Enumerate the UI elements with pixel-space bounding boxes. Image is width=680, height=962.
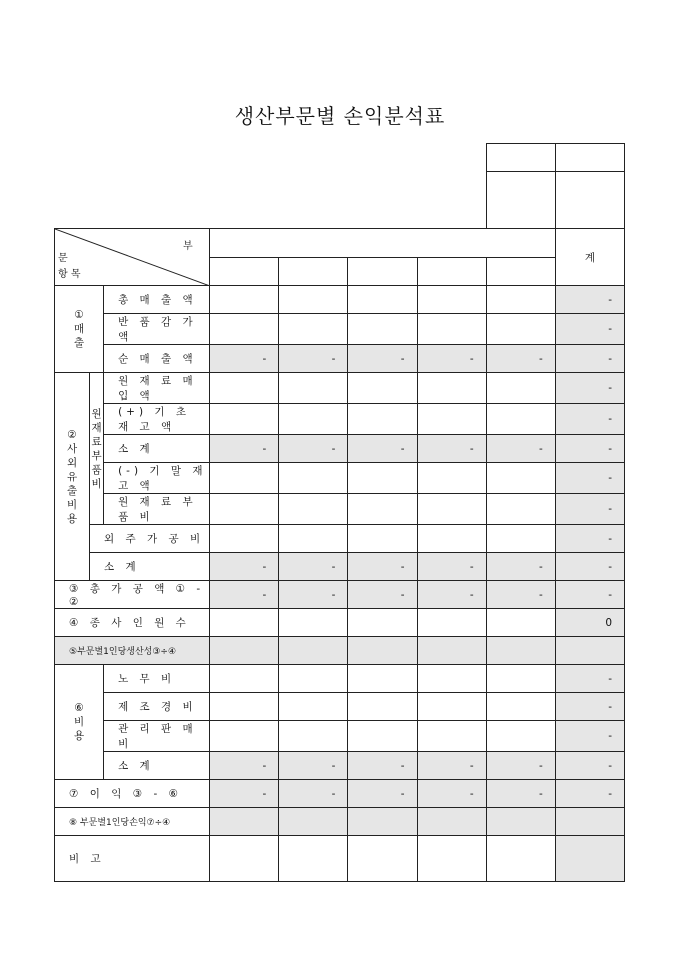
- value-cell[interactable]: [279, 721, 348, 752]
- value-cell[interactable]: [417, 693, 486, 721]
- value-cell[interactable]: [486, 404, 555, 435]
- dept-column-header[interactable]: [279, 258, 348, 286]
- value-cell[interactable]: -: [279, 752, 348, 780]
- approval-box: [486, 143, 625, 229]
- total-header: 계: [555, 229, 624, 286]
- value-cell[interactable]: [279, 808, 348, 836]
- row-label: 노 무 비: [104, 665, 210, 693]
- value-cell[interactable]: -: [486, 752, 555, 780]
- item-label-top: 문: [58, 253, 68, 264]
- value-cell[interactable]: [486, 314, 555, 345]
- value-cell[interactable]: -: [486, 780, 555, 808]
- value-cell[interactable]: [486, 525, 555, 553]
- value-cell[interactable]: [417, 665, 486, 693]
- value-cell[interactable]: [348, 463, 417, 494]
- value-cell[interactable]: [348, 609, 417, 637]
- value-cell[interactable]: [417, 286, 486, 314]
- value-cell[interactable]: -: [486, 581, 555, 609]
- value-cell[interactable]: -: [210, 752, 279, 780]
- value-cell[interactable]: [279, 637, 348, 665]
- value-cell[interactable]: [279, 836, 348, 882]
- value-cell[interactable]: -: [486, 435, 555, 463]
- value-cell[interactable]: -: [279, 345, 348, 373]
- row-label: 제 조 경 비: [104, 693, 210, 721]
- row-label: (+) 기 초 재 고 액: [104, 404, 210, 435]
- value-cell[interactable]: -: [348, 780, 417, 808]
- row-label: ④ 종 사 인 원 수: [55, 609, 210, 637]
- row-label: ③ 총 가 공 액 ① - ②: [55, 581, 210, 609]
- value-cell[interactable]: [210, 693, 279, 721]
- value-cell[interactable]: -: [279, 553, 348, 581]
- value-cell[interactable]: [348, 286, 417, 314]
- value-cell[interactable]: [279, 609, 348, 637]
- value-cell[interactable]: -: [348, 553, 417, 581]
- value-cell[interactable]: [348, 494, 417, 525]
- value-cell[interactable]: [486, 373, 555, 404]
- value-cell[interactable]: -: [348, 435, 417, 463]
- dept-header-span: [210, 229, 556, 258]
- value-cell[interactable]: [210, 721, 279, 752]
- row-label: ⑧ 부문별1인당손익⑦÷④: [55, 808, 210, 836]
- total-cell[interactable]: -: [555, 525, 624, 553]
- value-cell[interactable]: [348, 808, 417, 836]
- value-cell[interactable]: -: [486, 553, 555, 581]
- value-cell[interactable]: -: [417, 581, 486, 609]
- dept-label: 부: [183, 241, 193, 252]
- value-cell[interactable]: [486, 637, 555, 665]
- value-cell[interactable]: [417, 494, 486, 525]
- value-cell[interactable]: [348, 665, 417, 693]
- value-cell[interactable]: [210, 808, 279, 836]
- value-cell[interactable]: [279, 494, 348, 525]
- group-sales: ① 매 출: [55, 286, 104, 373]
- value-cell[interactable]: [279, 693, 348, 721]
- approval-sign-cell[interactable]: [487, 172, 556, 229]
- group-costs: ⑥ 비 용: [55, 665, 104, 780]
- total-cell[interactable]: -: [555, 463, 624, 494]
- value-cell[interactable]: [279, 373, 348, 404]
- value-cell[interactable]: -: [210, 553, 279, 581]
- value-cell[interactable]: [210, 373, 279, 404]
- value-cell[interactable]: [279, 286, 348, 314]
- value-cell[interactable]: [279, 665, 348, 693]
- total-cell[interactable]: -: [555, 404, 624, 435]
- total-cell[interactable]: -: [555, 345, 624, 373]
- table-row: [55, 721, 625, 752]
- dept-column-header[interactable]: [486, 258, 555, 286]
- row-label: 원 재 료 부 품 비: [104, 494, 210, 525]
- table-row: [55, 752, 625, 780]
- value-cell[interactable]: -: [279, 435, 348, 463]
- value-cell[interactable]: -: [417, 435, 486, 463]
- table-row: [55, 286, 625, 314]
- value-cell[interactable]: [486, 665, 555, 693]
- total-cell[interactable]: -: [555, 494, 624, 525]
- value-cell[interactable]: [210, 609, 279, 637]
- value-cell[interactable]: -: [279, 780, 348, 808]
- value-cell[interactable]: -: [210, 780, 279, 808]
- table-row: [55, 808, 625, 836]
- total-cell[interactable]: -: [555, 286, 624, 314]
- total-cell[interactable]: -: [555, 693, 624, 721]
- value-cell[interactable]: [210, 404, 279, 435]
- value-cell[interactable]: [486, 286, 555, 314]
- table-row: [55, 693, 625, 721]
- value-cell[interactable]: [348, 373, 417, 404]
- page-title: 생산부문별 손익분석표: [234, 104, 446, 128]
- value-cell[interactable]: -: [210, 345, 279, 373]
- total-cell[interactable]: -: [555, 581, 624, 609]
- approval-header-cell[interactable]: [556, 144, 625, 172]
- table-row: [55, 525, 625, 553]
- total-cell[interactable]: -: [555, 780, 624, 808]
- table-row: [55, 494, 625, 525]
- value-cell[interactable]: [210, 494, 279, 525]
- total-cell[interactable]: 0: [555, 609, 624, 637]
- total-cell[interactable]: -: [555, 373, 624, 404]
- table-row: [55, 345, 625, 373]
- row-label: 원 재 료 매 입 액: [104, 373, 210, 404]
- row-label: 총 매 출 액: [104, 286, 210, 314]
- dept-column-header[interactable]: [348, 258, 417, 286]
- value-cell[interactable]: -: [417, 752, 486, 780]
- value-cell[interactable]: [417, 373, 486, 404]
- row-label: ⑤부문별1인당생산성③÷④: [55, 637, 210, 665]
- value-cell[interactable]: [417, 525, 486, 553]
- total-cell[interactable]: -: [555, 553, 624, 581]
- value-cell[interactable]: [417, 609, 486, 637]
- value-cell[interactable]: [279, 314, 348, 345]
- table-row: [55, 581, 625, 609]
- total-cell[interactable]: [555, 836, 624, 882]
- value-cell[interactable]: [279, 463, 348, 494]
- value-cell[interactable]: -: [348, 752, 417, 780]
- table-row: [55, 435, 625, 463]
- value-cell[interactable]: -: [486, 345, 555, 373]
- row-label: 반 품 감 가 액: [104, 314, 210, 345]
- value-cell[interactable]: [417, 836, 486, 882]
- value-cell[interactable]: [486, 494, 555, 525]
- value-cell[interactable]: [486, 808, 555, 836]
- value-cell[interactable]: [417, 404, 486, 435]
- approval-sign-cell[interactable]: [556, 172, 625, 229]
- total-cell[interactable]: [555, 637, 624, 665]
- value-cell[interactable]: [348, 693, 417, 721]
- value-cell[interactable]: -: [348, 581, 417, 609]
- total-cell[interactable]: -: [555, 435, 624, 463]
- total-cell[interactable]: -: [555, 721, 624, 752]
- value-cell[interactable]: [210, 525, 279, 553]
- dept-column-header[interactable]: [210, 258, 279, 286]
- value-cell[interactable]: -: [348, 345, 417, 373]
- value-cell[interactable]: -: [210, 435, 279, 463]
- value-cell[interactable]: [210, 637, 279, 665]
- value-cell[interactable]: [486, 836, 555, 882]
- value-cell[interactable]: [417, 808, 486, 836]
- total-cell[interactable]: -: [555, 665, 624, 693]
- value-cell[interactable]: [486, 463, 555, 494]
- value-cell[interactable]: [417, 721, 486, 752]
- value-cell[interactable]: [417, 314, 486, 345]
- dept-column-header[interactable]: [417, 258, 486, 286]
- value-cell[interactable]: [210, 463, 279, 494]
- row-label: 소 계: [104, 752, 210, 780]
- row-label: 비 고: [55, 836, 210, 882]
- value-cell[interactable]: [210, 314, 279, 345]
- table-row: [55, 314, 625, 345]
- value-cell[interactable]: [348, 525, 417, 553]
- table-row: [55, 780, 625, 808]
- value-cell[interactable]: -: [417, 780, 486, 808]
- row-label: 소 계: [90, 553, 210, 581]
- value-cell[interactable]: [486, 609, 555, 637]
- table-row: [55, 553, 625, 581]
- value-cell[interactable]: [348, 721, 417, 752]
- value-cell[interactable]: [348, 404, 417, 435]
- table-row: [55, 836, 625, 882]
- table-row: [55, 609, 625, 637]
- table-row: [55, 463, 625, 494]
- group-outsourcing: ② 사 외 유 출 비 용: [55, 373, 90, 581]
- value-cell[interactable]: [279, 525, 348, 553]
- table-row: [55, 373, 625, 404]
- value-cell[interactable]: [348, 637, 417, 665]
- row-label: (-) 기 말 재 고 액: [104, 463, 210, 494]
- total-cell[interactable]: -: [555, 314, 624, 345]
- approval-header-cell[interactable]: [487, 144, 556, 172]
- value-cell[interactable]: [210, 665, 279, 693]
- value-cell[interactable]: [486, 693, 555, 721]
- row-label: 순 매 출 액: [104, 345, 210, 373]
- value-cell[interactable]: [486, 721, 555, 752]
- value-cell[interactable]: -: [279, 581, 348, 609]
- group-materials: 원 재 료 부 품 비: [90, 373, 104, 525]
- value-cell[interactable]: -: [417, 553, 486, 581]
- table-row: [55, 665, 625, 693]
- value-cell[interactable]: [417, 637, 486, 665]
- diagonal-header-cell: [55, 229, 210, 286]
- row-label: 외 주 가 공 비: [90, 525, 210, 553]
- table-row: [55, 404, 625, 435]
- row-label: 관 리 판 매 비: [104, 721, 210, 752]
- table-row: [55, 637, 625, 665]
- row-label: ⑦ 이 익 ③ - ⑥: [55, 780, 210, 808]
- total-cell[interactable]: [555, 808, 624, 836]
- value-cell[interactable]: -: [210, 581, 279, 609]
- total-cell[interactable]: -: [555, 752, 624, 780]
- value-cell[interactable]: [279, 404, 348, 435]
- item-label-bottom: 항 목: [58, 269, 81, 280]
- value-cell[interactable]: [348, 836, 417, 882]
- value-cell[interactable]: [348, 314, 417, 345]
- row-label: 소 계: [104, 435, 210, 463]
- value-cell[interactable]: [417, 463, 486, 494]
- value-cell[interactable]: [210, 286, 279, 314]
- value-cell[interactable]: [210, 836, 279, 882]
- value-cell[interactable]: -: [417, 345, 486, 373]
- profit-loss-table: [54, 228, 625, 882]
